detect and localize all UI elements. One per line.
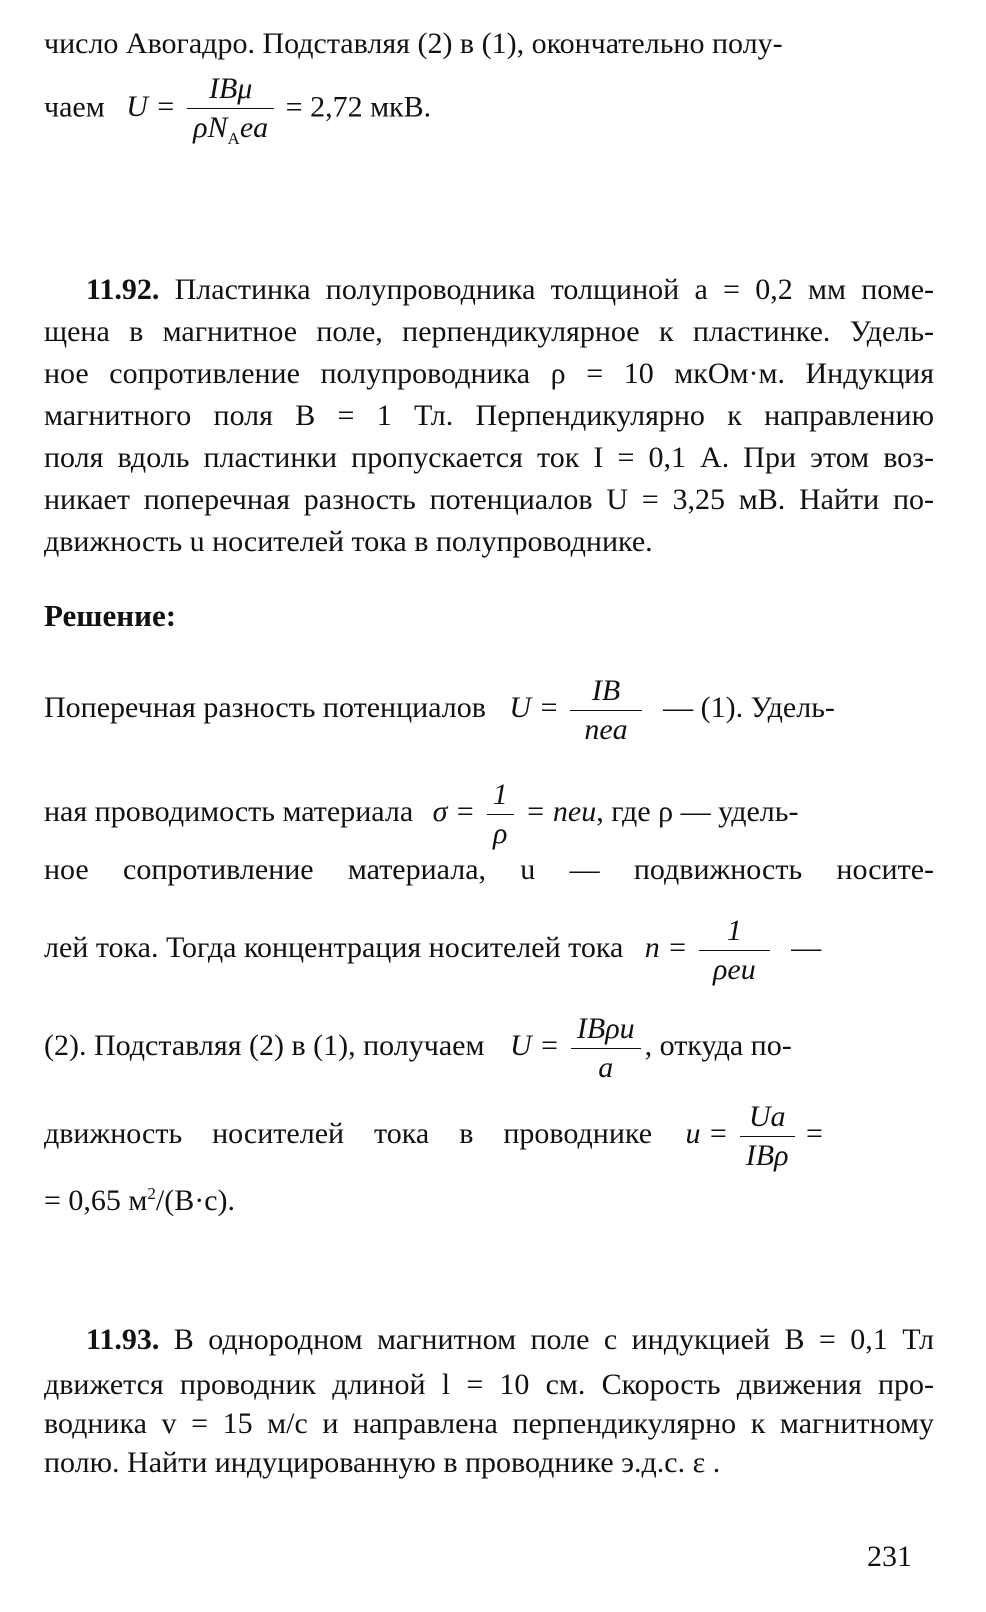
problem-line: полю. Найти индуцированную в проводнике э.д.с. ε . bbox=[44, 1446, 721, 1479]
text-fragment: чаем bbox=[44, 90, 105, 124]
solution-line: движность носителей тока в проводнике u = $\frac{Ua}{\text{IBρ}}$ = bbox=[44, 1098, 934, 1174]
solution-line: (2). Подставляя (2) в (1), получаем U = $\frac{\text{IBρu}}{a}$ , откуда по- bbox=[44, 1010, 934, 1086]
text-fragment: Пластинка полупроводника толщиной a = 0,2 мм поме- bbox=[174, 273, 935, 306]
problem-number: 11.93. bbox=[86, 1323, 160, 1356]
solution-result: = 0,65 $м^2/(В\cdot с)$. bbox=[44, 1184, 236, 1217]
solution-line: ная проводимость материала σ = $\frac{1}{\rho}$ = neu, где ρ — удель- bbox=[44, 776, 934, 852]
problem-line: магнитного поля B = 1 Тл. Перпендикулярно к направлению bbox=[44, 399, 934, 432]
problem-line bbox=[86, 270, 934, 310]
problem-line: движность u носителей тока в полупроводнике. bbox=[44, 525, 653, 558]
formula-fraction: $\frac{IB}{\text{nea}}$ bbox=[570, 672, 641, 748]
solution-heading: Решение: bbox=[44, 598, 177, 633]
problem-line: ное сопротивление полупроводника ρ = 10 мкОм·м. Индукция bbox=[44, 357, 934, 390]
formula-fraction: $\frac{Ua}{\text{IBρ}}$ bbox=[740, 1098, 795, 1174]
solution-line: Поперечная разность потенциалов U = $\frac{IB}{\text{nea}}$ — (1). Удель- bbox=[44, 672, 934, 748]
fraction-denominator: $\rho N_Aea$ bbox=[193, 110, 269, 148]
solution-line: лей тока. Тогда концентрация носителей тока n = $\frac{1}{\text{ρeu}}$ — bbox=[44, 912, 934, 988]
problem-line: поля вдоль пластинки пропускается ток I = 0,1 А. При этом воз- bbox=[44, 441, 934, 474]
formula-fraction: $\frac{1}{\rho}$ bbox=[487, 776, 514, 852]
text-line: число Авогадро. Подставляя (2) в (1), окончательно полу- bbox=[44, 27, 783, 60]
formula-line bbox=[44, 70, 934, 149]
solution-line: ное сопротивление материала, u — подвижность носите- bbox=[44, 853, 934, 886]
text-fragment: В однородном магнитном поле с индукцией B = 0,1 Тл bbox=[173, 1323, 935, 1356]
formula-fraction bbox=[187, 70, 274, 149]
problem-line: щена в магнитное поле, перпендикулярное к пластинке. Удель- bbox=[44, 315, 934, 348]
problem-line bbox=[86, 1320, 934, 1360]
page-number: 231 bbox=[867, 1540, 912, 1573]
problem-line: никает поперечная разность потенциалов U = 3,25 мВ. Найти по- bbox=[44, 483, 934, 516]
formula-lhs: U = bbox=[126, 90, 176, 124]
problem-number: 11.92. bbox=[86, 273, 160, 306]
formula-fraction: $\frac{1}{\text{ρeu}}$ bbox=[699, 912, 770, 988]
problem-line: водника v = 15 м/с и направлена перпендикулярно к магнитному bbox=[44, 1407, 934, 1440]
formula-fraction: $\frac{\text{IBρu}}{a}$ bbox=[571, 1010, 641, 1086]
formula-result: = 2,72 мкВ. bbox=[285, 90, 432, 124]
problem-line: движется проводник длиной l = 10 см. Скорость движения про- bbox=[44, 1368, 934, 1401]
fraction-numerator: IBμ bbox=[187, 70, 274, 109]
